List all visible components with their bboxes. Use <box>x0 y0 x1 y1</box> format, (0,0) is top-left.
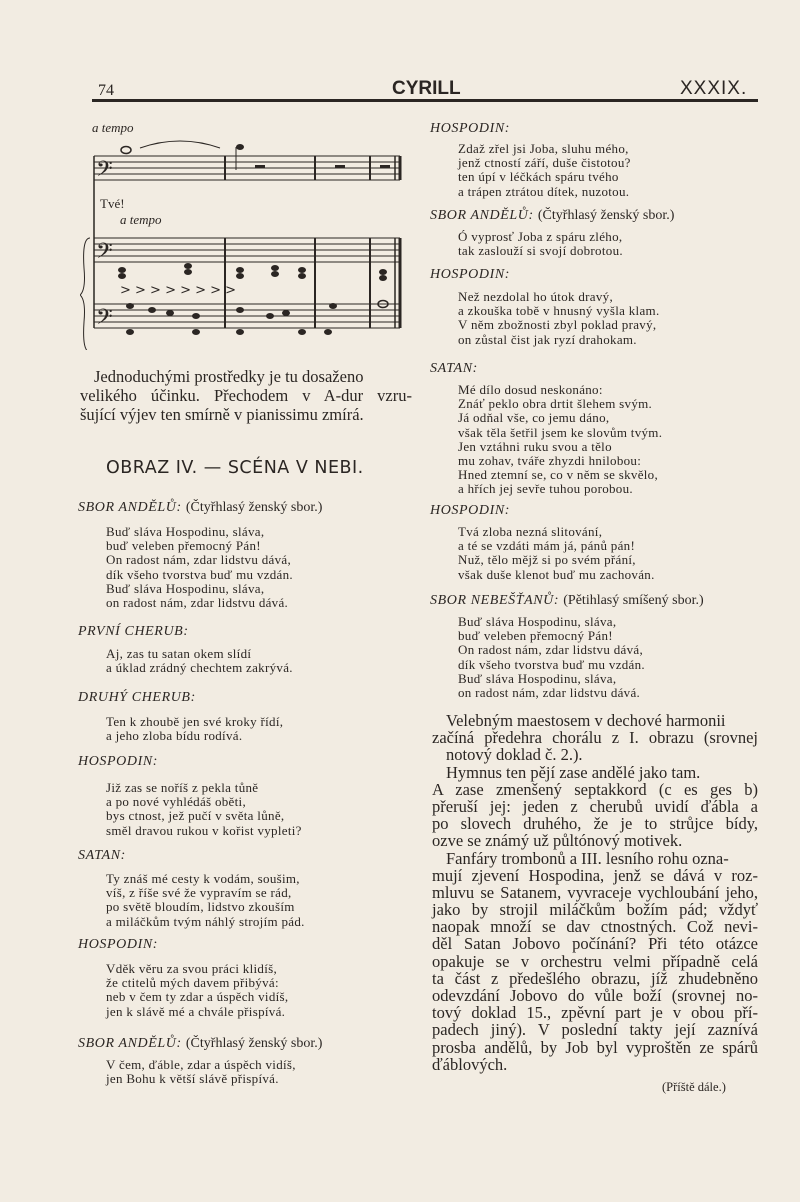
text-line: odevzdání Jobovo do vůle boží (srovnej no- <box>432 986 758 1005</box>
verse-line: že ctitelů mých davem přibývá: <box>106 975 279 991</box>
speaker-label <box>430 208 674 224</box>
speaker-label <box>430 267 510 283</box>
text-line: velikého účinku. Přechodem v A-dur vzru- <box>80 385 412 405</box>
verse-line: Hned ztemní se, co v něm se skvělo, <box>458 467 659 483</box>
text-line: A zase zmenšený septakkord (c es ges b) <box>432 779 758 799</box>
verse-line: a miláčkům tvým náhlý strojím pád. <box>106 913 305 929</box>
verse-block <box>106 525 293 610</box>
speaker-label <box>78 624 189 640</box>
commentary-paragraph <box>432 712 758 1073</box>
speaker-name: HOSPODIN: <box>78 937 159 952</box>
speaker-label <box>78 690 196 706</box>
text-line: ďáblových. <box>432 1054 508 1074</box>
verse-block <box>106 715 283 743</box>
verse-line: Zdaž zřel jsi Joba, sluhu mého, <box>458 141 629 156</box>
speaker-name: SBOR ANDĚLŮ: <box>430 208 534 223</box>
verse-line: Jen vztáhni ruku svou a tělo <box>458 438 612 454</box>
voice-note: (Čtyřhlasý ženský sbor.) <box>537 208 675 223</box>
svg-text:> > > > > > > >: > > > > > > > > <box>120 283 237 298</box>
speaker-name: SBOR NEBEŠŤANŮ: <box>430 593 560 608</box>
verse-line: V čem, ďáble, zdar a úspěch vidíš, <box>106 1057 296 1072</box>
verse-line: Aj, zas tu satan okem slídí <box>106 646 252 661</box>
barlines <box>94 156 400 328</box>
speaker-label <box>78 754 158 770</box>
staff-middle <box>94 238 400 262</box>
bass-clef-icons <box>96 157 113 335</box>
speaker-label <box>430 361 478 377</box>
verse-line: a hřích jej sevře tuhou porobou. <box>458 481 633 497</box>
text-line: Jednoduchými prostředky je tu dosaženo <box>94 367 364 386</box>
text-line: padech jiný). V poslední takty její zaznívá <box>432 1020 758 1040</box>
tempo-marking-bottom: a tempo <box>120 212 162 227</box>
verse-block <box>458 615 645 700</box>
verse-block <box>458 230 623 258</box>
to-be-continued: (Příště dále.) <box>662 1080 726 1094</box>
text-line: Velebným maestosem v dechové harmonii <box>446 711 726 730</box>
slur <box>140 141 220 148</box>
verse-line: Buď sláva Hospodinu, sláva, <box>106 580 265 596</box>
speaker-name: DRUHÝ CHERUB: <box>78 690 196 705</box>
verse-line: buď veleben přemocný Pán! <box>458 628 613 644</box>
verse-line: Tvá zloba nezná slitování, <box>458 524 603 539</box>
verse-block <box>106 1058 296 1086</box>
speaker-label <box>78 937 158 953</box>
volume-number: XXXIX. <box>680 78 748 99</box>
text-line: začíná předehra chorálu z I. obrazu (srovnej <box>432 728 758 748</box>
speaker-name: HOSPODIN: <box>430 267 511 282</box>
verse-block <box>106 781 302 838</box>
verse-line: Vděk věru za svou práci klidíš, <box>106 961 278 976</box>
speaker-name: SATAN: <box>430 361 478 376</box>
speaker-name: SBOR ANDĚLŮ: <box>78 500 182 515</box>
speaker-name: HOSPODIN: <box>430 121 511 136</box>
speaker-label <box>430 121 510 137</box>
verse-line: a zkouška tobě v hnusný vyšla klam. <box>458 303 660 319</box>
speaker-label <box>430 503 510 519</box>
verse-line: Nuž, tělo mějž si po svém přání, <box>458 552 636 568</box>
verse-line: tak zaslouží si svojí dobrotou. <box>458 243 623 259</box>
verse-line: bys ctnost, jež pučí v světa lůně, <box>106 808 285 824</box>
voice-note: (Čtyřhlasý ženský sbor.) <box>185 500 323 515</box>
section-heading: OBRAZ IV. — SCÉNA V NEBI. <box>106 458 364 478</box>
verse-line: a jeho zloba bídu rodívá. <box>106 728 243 744</box>
lyric: Tvé! <box>100 196 125 211</box>
text-line: Fanfáry trombonů a III. lesního rohu ozna- <box>446 848 729 868</box>
verse-line: Ten k zhoubě jen své kroky řídí, <box>106 714 284 729</box>
text-line: jako by strojil miláčkům božím pád; vždyť <box>432 900 758 920</box>
verse-line: Ó vyprosť Joba z spáru zlého, <box>458 229 623 244</box>
verse-line: mu zohav, tváře zhyzdi hnilobou: <box>458 453 642 469</box>
running-title: CYRILL <box>392 78 461 99</box>
verse-line: a té se vzdáti mám já, pánů pán! <box>458 538 636 554</box>
verse-line: a úklad zrádný chechtem zakrývá. <box>106 660 293 676</box>
text-line: ozve se známý už půltónový motivek. <box>432 831 683 851</box>
speaker-label <box>78 500 322 516</box>
staff-top <box>94 156 400 180</box>
verse-block <box>458 142 631 199</box>
verse-line: po světě bloudím, lidstvo zkouším <box>106 899 295 915</box>
verse-line: dík všeho tvorstva buď mu vzdán. <box>458 656 645 672</box>
svg-text:𝄢: 𝄢 <box>96 157 113 187</box>
voice-note: (Pětihlasý smíšený sbor.) <box>563 593 704 608</box>
verse-line: buď veleben přemocný Pán! <box>106 538 261 554</box>
page-number: 74 <box>98 82 114 99</box>
text-line: notový doklad č. 2.). <box>446 745 583 765</box>
verse-line: On radost nám, zdar lidstvu dává, <box>106 552 291 568</box>
text-line: po slovech druhého, že je to strůjce bídy, <box>432 814 758 834</box>
verse-block <box>458 383 662 497</box>
verse-line: Buď sláva Hospodinu, sláva, <box>458 670 617 686</box>
verse-line: a trápen ztrátou dítek, nuzotou. <box>458 183 630 199</box>
verse-line: dík všeho tvorstva buď mu vzdán. <box>106 566 293 582</box>
text-line: ta část z předešlého obrazu, jíž zhudebněno <box>432 968 758 988</box>
verse-line: Buď sláva Hospodinu, sláva, <box>106 524 265 539</box>
verse-line: on radost nám, zdar lidstvu dává. <box>458 685 641 701</box>
speaker-label <box>78 848 126 864</box>
verse-line: Mé dílo dosud neskonáno: <box>458 382 603 397</box>
verse-line: On radost nám, zdar lidstvu dává, <box>458 642 643 658</box>
verse-line: však těla šetřil jsem ke slovům tvým. <box>458 424 663 440</box>
notes <box>118 144 390 335</box>
verse-block <box>106 872 305 929</box>
verse-line: směl dravou rukou v kořist vypleti? <box>106 822 302 838</box>
verse-line: on radost nám, zdar lidstvu dává. <box>106 595 289 611</box>
accents <box>120 283 236 298</box>
text-line: šující výjev ten smírně v pianissimu zmírá. <box>80 404 364 424</box>
voice-note: (Čtyřhlasý ženský sbor.) <box>185 1036 323 1051</box>
verse-line: on zůstal čist jak ryzí drahokam. <box>458 331 637 347</box>
speaker-name: HOSPODIN: <box>430 503 511 518</box>
verse-line: jen k slávě mé a chvále přispívá. <box>106 1003 286 1019</box>
verse-line: neb v čem ty zdar a úspěch vidíš, <box>106 989 289 1005</box>
speaker-label <box>430 593 704 609</box>
text-line: děl Satan Jobovo počínání? Při této otázce <box>432 934 758 954</box>
text-line: naopak množí se dav ctnostných. Což nevi- <box>432 917 758 937</box>
text-line: Hymnus ten pějí zase andělé jako tam. <box>446 762 701 782</box>
tempo-marking-top: a tempo <box>92 120 134 135</box>
music-example <box>80 110 420 350</box>
verse-block <box>106 962 288 1019</box>
verse-line: Ty znáš mé cesty k vodám, soušim, <box>106 871 300 886</box>
speaker-name: HOSPODIN: <box>78 754 159 769</box>
speaker-name: SBOR ANDĚLŮ: <box>78 1036 182 1051</box>
verse-line: Již zas se noříš z pekla tůně <box>106 780 259 795</box>
header-rule <box>92 99 758 102</box>
verse-line: jen Bohu k větší slávě přispívá. <box>106 1071 279 1087</box>
verse-line: však duše klenot buď mu zachován. <box>458 566 655 582</box>
verse-block <box>458 525 655 582</box>
text-line: přeruší jej: jeden z cherubů uvidí ďábla a <box>432 796 758 816</box>
speaker-label <box>78 1036 322 1052</box>
staff-bottom <box>94 304 400 328</box>
intro-paragraph <box>80 368 412 425</box>
text-line: opakuje se v orchestru velmi případně celá <box>432 951 758 971</box>
text-line: mluvu se Satanem, vyvraceje vychloubání jeho, <box>432 882 758 902</box>
text-line: mují zjevení Hospodina, jenž se dává v roz- <box>432 865 758 885</box>
verse-line: Znáť peklo obra drtit šlehem svým. <box>458 396 653 412</box>
verse-line: víš, z říše své že vypravím se rád, <box>106 885 292 901</box>
brace-icon <box>80 238 90 350</box>
verse-line: V něm zbožnosti zbyl poklad pravý, <box>458 317 657 333</box>
speaker-name: PRVNÍ CHERUB: <box>78 624 189 639</box>
verse-block <box>106 647 293 675</box>
verse-block <box>458 290 660 347</box>
text-line: prosba andělů, by Job byl vyproštěn ze spárů <box>432 1037 758 1057</box>
svg-text:𝄢: 𝄢 <box>96 239 113 269</box>
verse-line: Než nezdolal ho útok dravý, <box>458 289 614 304</box>
speaker-name: SATAN: <box>78 848 126 863</box>
verse-line: Buď sláva Hospodinu, sláva, <box>458 614 617 629</box>
text-line: tový doklad 15., zpěvní part je v obou pří- <box>432 1003 758 1023</box>
verse-line: a po nové vyhlédáš oběti, <box>106 794 246 810</box>
verse-line: Já odňal vše, co jemu dáno, <box>458 410 610 426</box>
svg-text:𝄢: 𝄢 <box>96 305 113 335</box>
verse-line: jenž ctností září, duše čistotou? <box>458 155 631 171</box>
verse-line: ten úpí v léčkách spáru tvého <box>458 169 619 185</box>
